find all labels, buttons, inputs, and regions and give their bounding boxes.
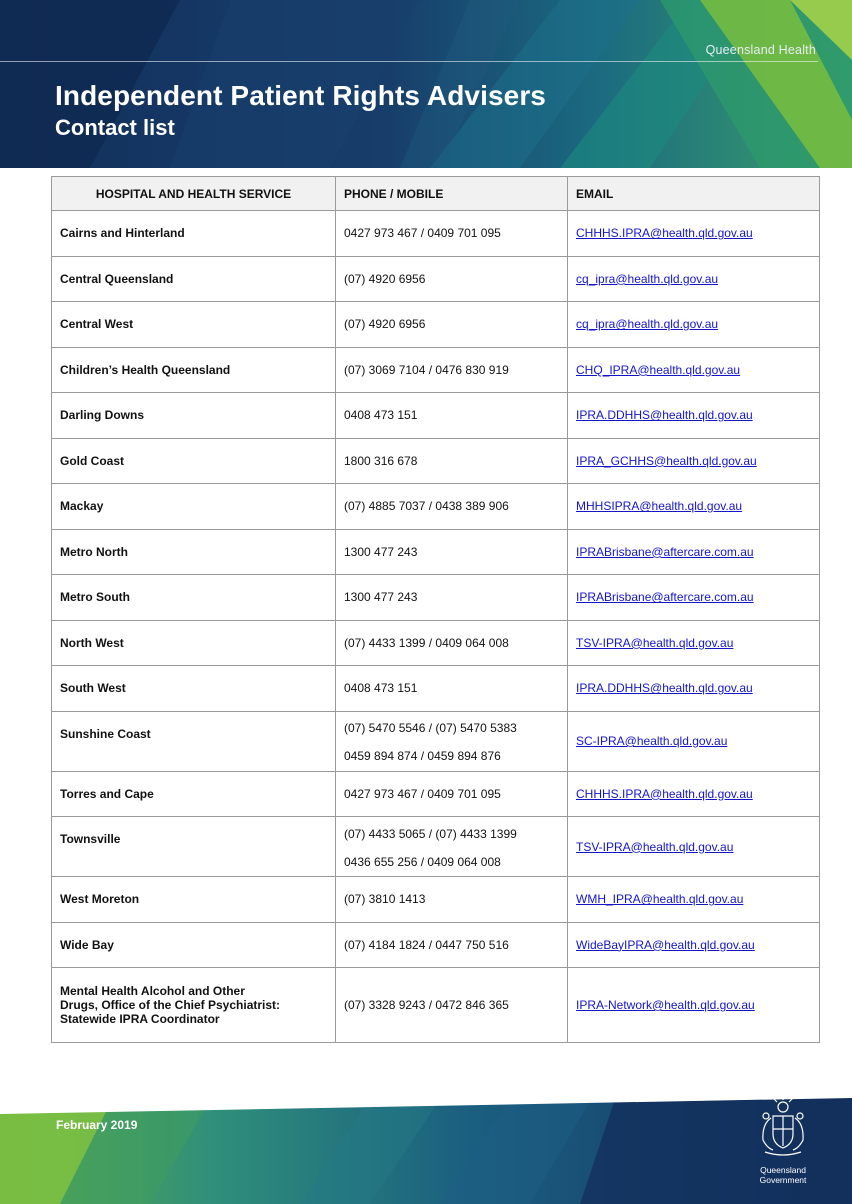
phone-cell xyxy=(336,393,568,439)
phone-number: 1300 477 243 xyxy=(344,544,418,559)
crest-label-line-1: Queensland xyxy=(760,1165,806,1175)
phone-cell xyxy=(336,922,568,968)
service-name-cell: Metro South xyxy=(52,575,336,621)
table-row xyxy=(52,666,820,712)
table-row xyxy=(52,211,820,257)
table-body xyxy=(52,211,820,1043)
email-cell xyxy=(568,575,820,621)
email-link[interactable]: cq_ipra@health.qld.gov.au xyxy=(576,317,719,332)
email-cell xyxy=(568,393,820,439)
phone-cell xyxy=(336,968,568,1043)
table-row xyxy=(52,877,820,923)
email-link[interactable]: cq_ipra@health.qld.gov.au xyxy=(576,271,719,286)
service-name-cell: Children’s Health Queensland xyxy=(52,347,336,393)
phone-number: (07) 3810 1413 xyxy=(344,892,426,907)
contact-table-container xyxy=(51,176,819,1043)
phone-number: (07) 3069 7104 / 0476 830 919 xyxy=(344,362,509,377)
publication-date: February 2019 xyxy=(56,1118,138,1132)
email-link[interactable]: IPRA_GCHHS@health.qld.gov.au xyxy=(576,453,757,468)
service-name-line: Mental Health Alcohol and Other xyxy=(60,984,245,998)
phone-number: 1300 477 243 xyxy=(344,590,418,605)
header-banner xyxy=(0,0,852,168)
table-row xyxy=(52,771,820,817)
phone-number: (07) 5470 5546 / (07) 5470 5383 xyxy=(344,721,517,735)
email-cell xyxy=(568,968,820,1043)
page-subtitle: Contact list xyxy=(55,115,175,140)
email-link[interactable]: IPRA-Network@health.qld.gov.au xyxy=(576,998,755,1012)
service-name-cell: Mackay xyxy=(52,484,336,530)
service-name-cell: Metro North xyxy=(52,529,336,575)
footer-banner xyxy=(0,1084,852,1204)
service-name-cell: Gold Coast xyxy=(52,438,336,484)
table-header-row xyxy=(52,177,820,211)
phone-cell xyxy=(336,877,568,923)
phone-number: (07) 4184 1824 / 0447 750 516 xyxy=(344,937,509,952)
phone-number: 0436 655 256 / 0409 064 008 xyxy=(344,854,501,869)
brand-name: Queensland Health xyxy=(705,43,816,57)
table-row xyxy=(52,347,820,393)
phone-number: (07) 4433 5065 / (07) 4433 1399 xyxy=(344,826,517,841)
phone-number: (07) 4920 6956 xyxy=(344,317,426,332)
email-link[interactable]: TSV-IPRA@health.qld.gov.au xyxy=(576,839,734,854)
email-cell xyxy=(568,211,820,257)
service-name-cell: Torres and Cape xyxy=(52,771,336,817)
phone-cell xyxy=(336,771,568,817)
phone-cell xyxy=(336,256,568,302)
phone-cell xyxy=(336,666,568,712)
phone-cell xyxy=(336,575,568,621)
phone-cell xyxy=(336,484,568,530)
phone-cell xyxy=(336,438,568,484)
table-row xyxy=(52,711,820,771)
service-name-cell: Darling Downs xyxy=(52,393,336,439)
service-name-cell: South West xyxy=(52,666,336,712)
phone-number: (07) 3328 9243 / 0472 846 365 xyxy=(344,998,509,1012)
phone-number: 0408 473 151 xyxy=(344,681,418,696)
service-name-cell: Cairns and Hinterland xyxy=(52,211,336,257)
email-cell xyxy=(568,347,820,393)
email-cell xyxy=(568,771,820,817)
phone-number: 0408 473 151 xyxy=(344,408,418,423)
email-link[interactable]: IPRA.DDHHS@health.qld.gov.au xyxy=(576,681,753,696)
email-link[interactable]: CHHHS.IPRA@health.qld.gov.au xyxy=(576,226,753,241)
email-cell xyxy=(568,711,820,771)
phone-number: 0427 973 467 / 0409 701 095 xyxy=(344,786,501,801)
email-cell xyxy=(568,620,820,666)
email-link[interactable]: IPRA.DDHHS@health.qld.gov.au xyxy=(576,408,753,423)
email-cell xyxy=(568,438,820,484)
table-row xyxy=(52,484,820,530)
phone-cell xyxy=(336,529,568,575)
email-cell xyxy=(568,302,820,348)
email-link[interactable]: IPRABrisbane@aftercare.com.au xyxy=(576,544,754,559)
email-cell xyxy=(568,817,820,877)
phone-number: (07) 4885 7037 / 0438 389 906 xyxy=(344,499,509,514)
email-link[interactable]: SC-IPRA@health.qld.gov.au xyxy=(576,734,728,748)
column-header-phone: PHONE / MOBILE xyxy=(336,177,568,211)
phone-cell xyxy=(336,347,568,393)
service-name-cell: Central Queensland xyxy=(52,256,336,302)
phone-cell xyxy=(336,211,568,257)
service-name-cell xyxy=(52,968,336,1043)
table-row xyxy=(52,968,820,1043)
table-row xyxy=(52,817,820,877)
phone-number: (07) 4920 6956 xyxy=(344,271,426,286)
email-cell xyxy=(568,256,820,302)
column-header-email: EMAIL xyxy=(568,177,820,211)
service-name-line: Drugs, Office of the Chief Psychiatrist: xyxy=(60,998,281,1012)
phone-cell xyxy=(336,620,568,666)
table-row xyxy=(52,922,820,968)
table-row xyxy=(52,529,820,575)
table-row xyxy=(52,620,820,666)
header-divider xyxy=(0,61,818,62)
email-link[interactable]: CHQ_IPRA@health.qld.gov.au xyxy=(576,362,741,377)
email-cell xyxy=(568,666,820,712)
service-name-cell: West Moreton xyxy=(52,877,336,923)
table-row xyxy=(52,256,820,302)
email-cell xyxy=(568,877,820,923)
service-name-cell: Central West xyxy=(52,302,336,348)
phone-number: 0427 973 467 / 0409 701 095 xyxy=(344,226,501,241)
page-title: Independent Patient Rights Advisers xyxy=(55,80,546,111)
email-link[interactable]: IPRABrisbane@aftercare.com.au xyxy=(576,590,754,605)
phone-number: (07) 4433 1399 / 0409 064 008 xyxy=(344,635,509,650)
column-header-service: HOSPITAL AND HEALTH SERVICE xyxy=(52,177,336,211)
service-name-line: Statewide IPRA Coordinator xyxy=(60,1012,220,1026)
table-row xyxy=(52,393,820,439)
email-link[interactable]: WideBayIPRA@health.qld.gov.au xyxy=(576,937,755,952)
email-link[interactable]: MHHSIPRA@health.qld.gov.au xyxy=(576,499,743,514)
phone-cell xyxy=(336,711,568,771)
email-cell xyxy=(568,922,820,968)
crest-label-line-2: Government xyxy=(759,1175,807,1185)
email-cell xyxy=(568,484,820,530)
contact-table xyxy=(51,176,820,1043)
email-link[interactable]: WMH_IPRA@health.qld.gov.au xyxy=(576,892,744,907)
phone-cell xyxy=(336,302,568,348)
phone-number: 1800 316 678 xyxy=(344,453,418,468)
table-row xyxy=(52,438,820,484)
email-link[interactable]: TSV-IPRA@health.qld.gov.au xyxy=(576,635,734,650)
footer-background xyxy=(0,1084,852,1204)
service-name-cell: Townsville xyxy=(52,817,336,877)
queensland-government-logo xyxy=(748,1096,818,1196)
email-cell xyxy=(568,529,820,575)
service-name-cell: North West xyxy=(52,620,336,666)
phone-cell xyxy=(336,817,568,877)
table-row xyxy=(52,302,820,348)
table-row xyxy=(52,575,820,621)
phone-number: 0459 894 874 / 0459 894 876 xyxy=(344,749,501,763)
service-name-cell: Sunshine Coast xyxy=(52,711,336,771)
service-name-cell: Wide Bay xyxy=(52,922,336,968)
email-link[interactable]: CHHHS.IPRA@health.qld.gov.au xyxy=(576,786,753,801)
coat-of-arms-icon xyxy=(757,1096,809,1158)
